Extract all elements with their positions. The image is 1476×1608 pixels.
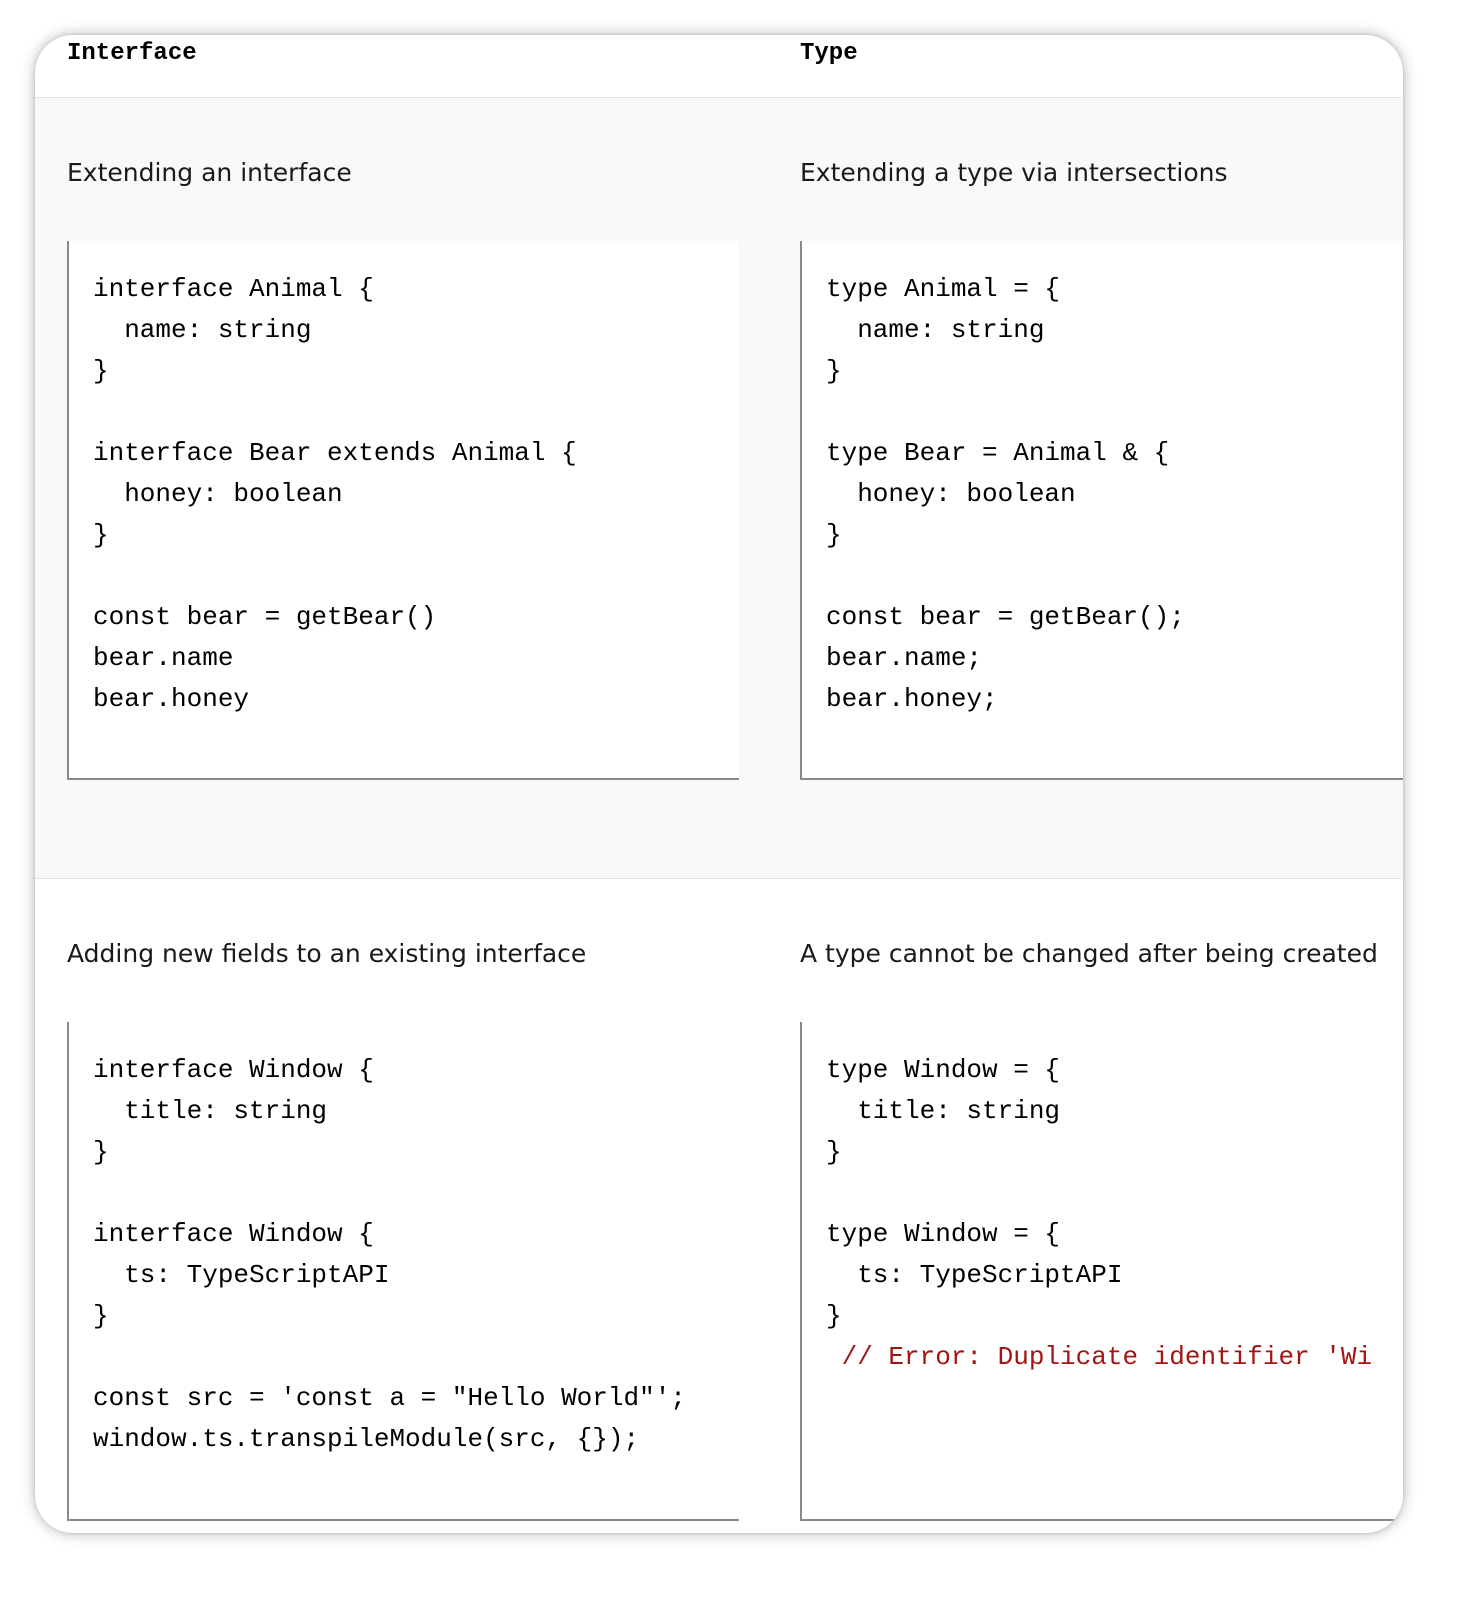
- table-row: [35, 98, 1403, 879]
- column-header-type: Type: [800, 40, 858, 67]
- row-description-type: A type cannot be changed after being created: [800, 939, 1378, 968]
- code-block-interface: [67, 241, 739, 780]
- comparison-table: [35, 35, 1403, 1533]
- column-header-interface: Interface: [67, 40, 197, 67]
- row-description-type: Extending a type via intersections: [800, 158, 1228, 187]
- table-row: [35, 879, 1403, 1533]
- code-block-interface: [67, 1022, 739, 1521]
- table-header: [35, 35, 1403, 98]
- code-block-type: [800, 1022, 1403, 1521]
- code-text: type Animal = { name: string } type Bear = Animal & { honey: boolean } const bear = getBear(); bear.name; bear.honey;: [826, 274, 1185, 714]
- row-description-interface: Adding new fields to an existing interface: [67, 939, 587, 968]
- code-block-type: [800, 241, 1403, 780]
- row-description-interface: Extending an interface: [67, 158, 352, 187]
- error-comment: // Error: Duplicate identifier 'Wi: [826, 1342, 1373, 1372]
- code-text: type Window = { title: string } type Window = { ts: TypeScriptAPI }: [826, 1055, 1123, 1331]
- code-text: interface Window { title: string } interface Window { ts: TypeScriptAPI } const src = 'const a = "Hello World"'; window.ts.transpileModule(src, {});: [93, 1055, 686, 1454]
- code-text: interface Animal { name: string } interface Bear extends Animal { honey: boolean } const bear = getBear() bear.name bear.honey: [93, 274, 577, 714]
